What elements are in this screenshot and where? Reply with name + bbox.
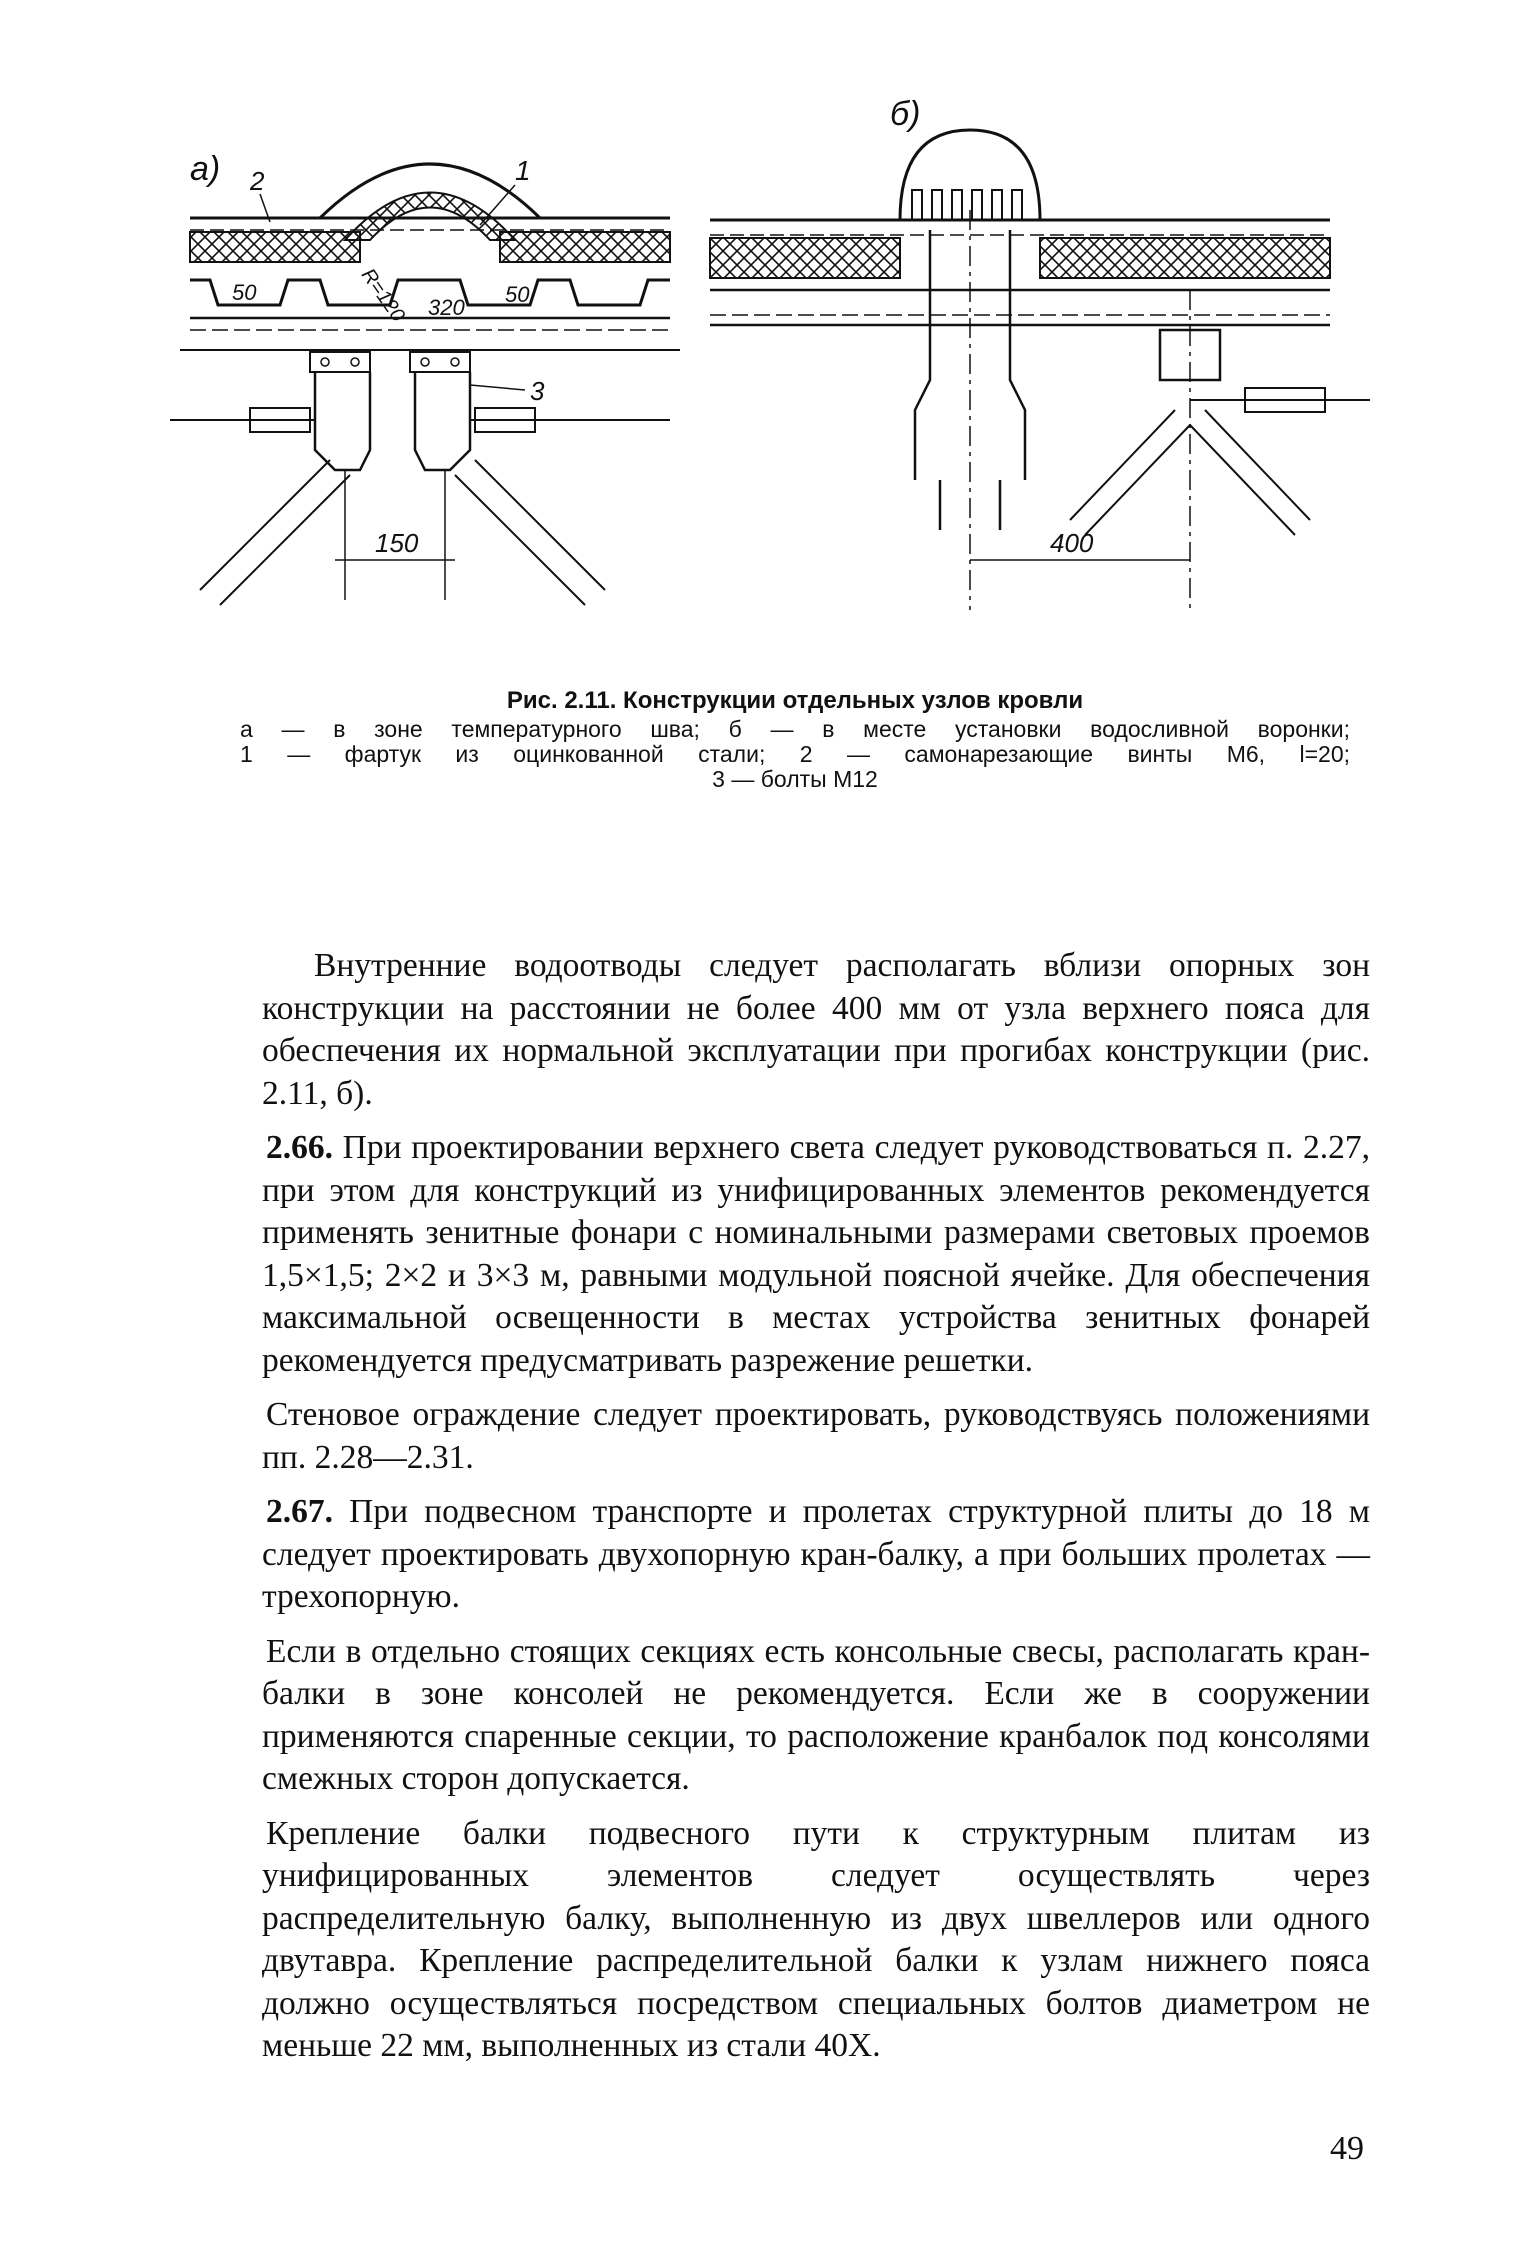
callout-3: 3 xyxy=(530,376,545,406)
paragraph-2-66: 2.66. При проектировании верхнего света следует руководствоваться п. 2.27, при этом для конструкций из унифицированных элементов рекомендуется применять зенитные фонари с номинальными размерами световых проемов 1,5×1,5; 2×2 и 3×3 м, равными модульной поясной ячейке. Для обеспечения максимальной освещенности в местах устройства зенитных фонарей рекомендуется предусматривать разрежение решетки. xyxy=(262,1129,1370,1379)
figure-caption xyxy=(240,688,1350,792)
roof-nodes-drawing xyxy=(170,90,1370,630)
label-b: б) xyxy=(890,95,921,133)
page-number: 49 xyxy=(1330,2130,1364,2167)
section-number: 2.67. xyxy=(266,1493,333,1530)
dim-50-right: 50 xyxy=(505,282,530,307)
dim-400: 400 xyxy=(1050,528,1094,558)
dim-50-left: 50 xyxy=(232,280,257,305)
paragraph: Внутренние водоотводы следует располагать вблизи опорных зон конструкции на расстоянии не более 400 мм от узла верхнего пояса для обеспечения их нормальной эксплуатации при прогибах конструкции (рис. 2.11, б). xyxy=(262,947,1370,1112)
dim-150: 150 xyxy=(375,528,419,558)
dim-320: 320 xyxy=(428,295,465,320)
body-text xyxy=(262,945,1370,2080)
paragraph: Стеновое ограждение следует проектировать, руководствуясь положениями пп. 2.28—2.31. xyxy=(262,1396,1370,1476)
callout-1: 1 xyxy=(515,155,531,186)
caption-line-2: 1 — фартук из оцинкованной стали; 2 — самонарезающие винты М6, l=20; xyxy=(240,741,1350,767)
drawing-a xyxy=(170,150,680,605)
callout-2: 2 xyxy=(250,166,265,196)
paragraph: Если в отдельно стоящих секциях есть консольные свесы, располагать кран-балки в зоне консолей не рекомендуется. Если же в сооружении применяются спаренные секции, то расположение кранбалок под консолями смежных сторон допускается. xyxy=(262,1632,1370,1797)
drawing-b xyxy=(710,95,1370,610)
figure-2-11 xyxy=(170,90,1370,630)
label-a: а) xyxy=(190,150,221,188)
caption-line-1: а — в зоне температурного шва; б — в месте установки водосливной воронки; xyxy=(240,716,1350,742)
caption-title: Рис. 2.11. Конструкции отдельных узлов кровли xyxy=(506,687,1084,714)
dim-radius: R=120 xyxy=(356,264,409,327)
paragraph-2-67: 2.67. При подвесном транспорте и пролетах структурной плиты до 18 м следует проектировать двухопорную кран-балку, а при больших пролетах — трехопорную. xyxy=(262,1493,1371,1615)
paragraph: Крепление балки подвесного пути к структурным плитам из унифицированных элементов следует осуществлять через распределительную балку, выполненную из двух швеллеров или одного двутавра. Крепление распределительной балки к узлам нижнего пояса должно осуществляться посредством специальных болтов диаметром не меньше 22 мм, выполненных из стали 40Х. xyxy=(262,1814,1370,2064)
caption-line-3: 3 — болты М12 xyxy=(712,766,878,792)
section-number: 2.66. xyxy=(266,1129,333,1166)
